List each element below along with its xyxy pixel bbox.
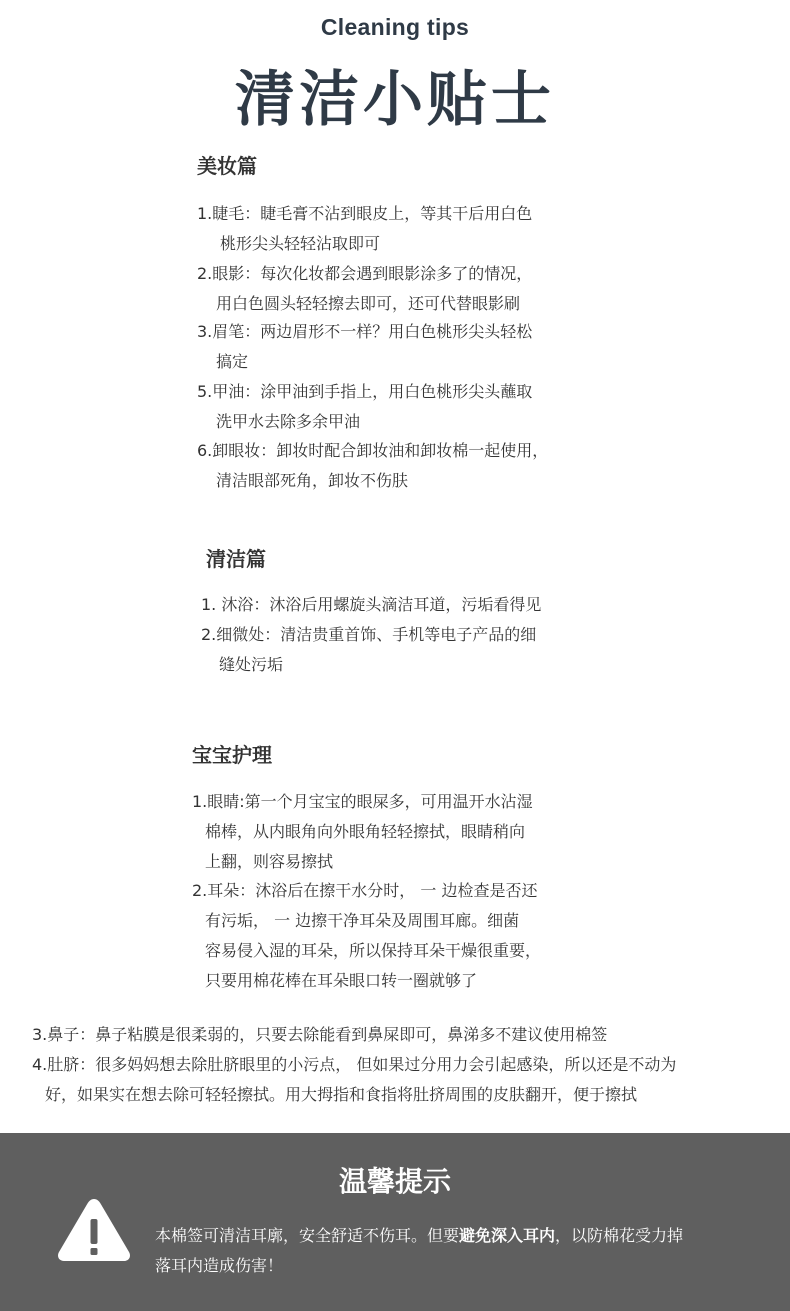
item-line: 桃形尖头轻轻沾取即可 [220, 234, 381, 253]
item-line: 1.睫毛：睫毛膏不沾到眼皮上，等其干后用白色 [197, 204, 533, 223]
item-line: 用白色圆头轻轻擦去即可，还可代替眼影刷 [216, 294, 521, 313]
list-item [197, 317, 532, 377]
warning-icon [55, 1195, 133, 1265]
list-item [192, 876, 541, 996]
item-line: 3.眉笔：两边眉形不一样？用白色桃形尖头轻松 [197, 322, 533, 341]
item-line: 6.卸眼妆：卸妆时配合卸妆油和卸妆棉一起使用， [197, 441, 549, 460]
item-line: 4.肚脐：很多妈妈想去除肚脐眼里的小污点， 但如果过分用力会引起感染，所以还是不动为 [32, 1055, 677, 1074]
item-line: 2.细微处：清洁贵重首饰、手机等电子产品的细 [201, 625, 537, 644]
notice-text-emphasis: 避免深入耳内 [459, 1226, 556, 1245]
item-line: 洗甲水去除多余甲油 [216, 412, 361, 431]
notice-banner [0, 1133, 790, 1311]
item-line: 搞定 [216, 352, 249, 371]
page-title: 清洁小贴士 [235, 65, 555, 135]
list-item [197, 436, 548, 496]
list-item [192, 787, 533, 877]
section-heading-makeup: 美妆篇 [197, 154, 257, 178]
list-item [201, 590, 541, 620]
item-line: 清洁眼部死角，卸妆不伤肤 [216, 471, 409, 490]
item-line: 棉棒，从内眼角向外眼角轻轻擦拭，眼睛稍向 [205, 822, 526, 841]
notice-title: 温馨提示 [338, 1165, 451, 1198]
item-line: 上翻，则容易擦拭 [205, 852, 334, 871]
list-item [197, 377, 532, 437]
notice-text-part: 落耳内造成伤害！ [155, 1256, 284, 1275]
list-item [197, 199, 532, 259]
list-item [197, 259, 532, 319]
section-heading-baby: 宝宝护理 [192, 743, 272, 767]
item-line: 好，如果实在想去除可轻轻擦拭。用大拇指和食指将肚挤周围的皮肤翻开，便于擦拭 [45, 1085, 638, 1104]
item-line: 2.耳朵：沐浴后在擦干水分时， 一 边检查是否还 [192, 881, 538, 900]
list-item [32, 1050, 676, 1110]
subtitle-english: Cleaning tips [320, 14, 470, 40]
item-line: 1.眼睛:第一个月宝宝的眼屎多，可用温开水沾湿 [192, 792, 533, 811]
item-line: 1. 沐浴：沐浴后用螺旋头滴洁耳道，污垢看得见 [201, 595, 542, 614]
item-line: 容易侵入湿的耳朵，所以保持耳朵干燥很重要， [205, 941, 542, 960]
list-item: 3.鼻子：鼻子粘膜是很柔弱的，只要去除能看到鼻屎即可，鼻涕多不建议使用棉签 [32, 1025, 608, 1044]
notice-text [155, 1221, 765, 1281]
item-line: 有污垢， 一 边擦干净耳朵及周围耳廊。细菌 [205, 911, 520, 930]
notice-text-part: ，以防棉花受力掉 [555, 1226, 684, 1245]
item-line: 2.眼影：每次化妆都会遇到眼影涂多了的情况， [197, 264, 533, 283]
item-line: 只要用棉花棒在耳朵眼口转一圈就够了 [205, 971, 478, 990]
list-item [201, 620, 536, 680]
section-heading-cleaning: 清洁篇 [206, 547, 266, 571]
item-line: 缝处污垢 [219, 655, 284, 674]
item-line: 5.甲油：涂甲油到手指上，用白色桃形尖头蘸取 [197, 382, 533, 401]
notice-text-part: 本棉签可清洁耳廓，安全舒适不伤耳。但要 [155, 1226, 460, 1245]
